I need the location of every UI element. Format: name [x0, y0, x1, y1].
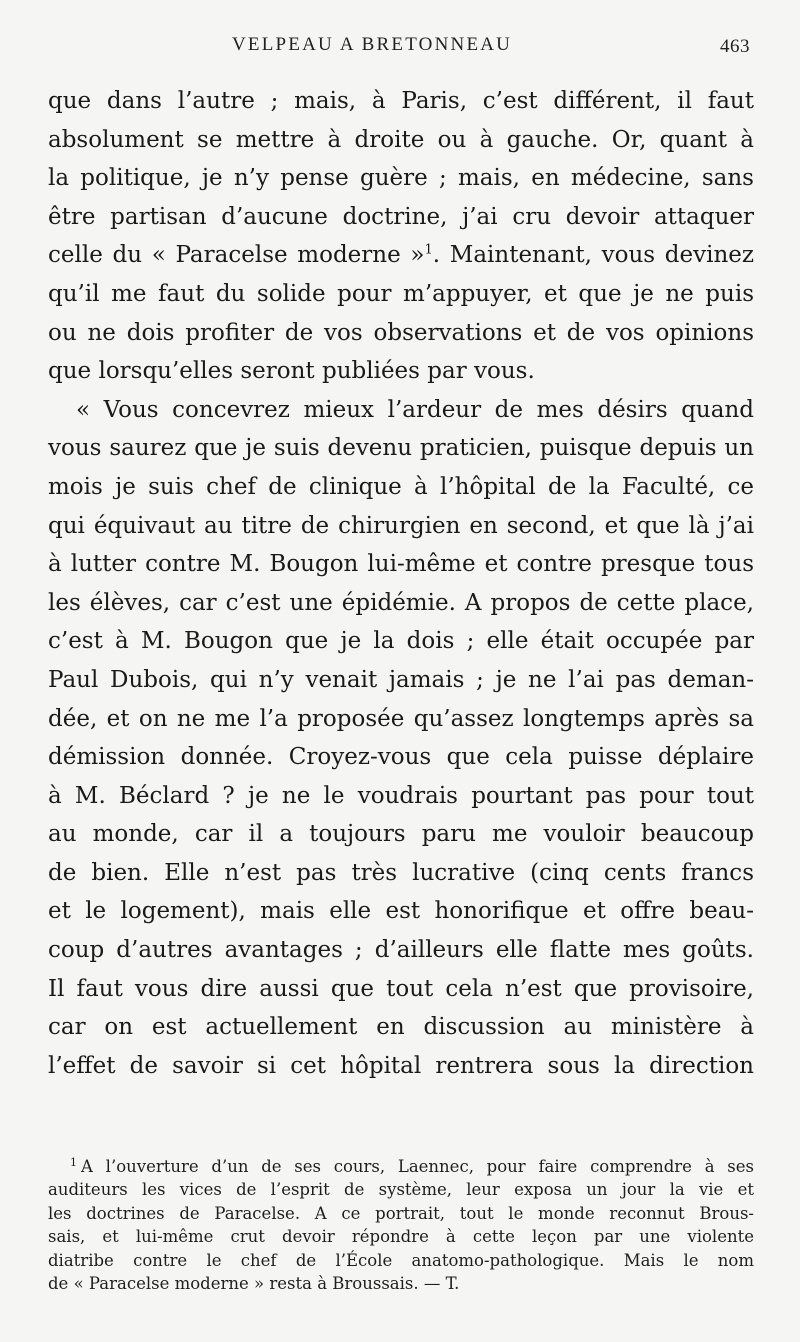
- text-line: coup d’autres avantages ; d’ailleurs elle flatte mes goûts.: [48, 937, 754, 964]
- text-line: à M. Béclard ? je ne le voudrais pourtant pas pour tout: [48, 782, 754, 809]
- text-line: c’est à M. Bougon que je la dois ; elle était occupée par: [48, 628, 754, 655]
- footnote-number: 1: [70, 1155, 77, 1169]
- footnote-line: les doctrines de Paracelse. A ce portrait, tout le monde reconnut Brous-: [48, 1203, 754, 1223]
- footnote-line: [48, 1155, 754, 1178]
- text-line: à lutter contre M. Bougon lui-même et contre presque tous: [48, 551, 754, 578]
- text-line: Il faut vous dire aussi que tout cela n’est que provisoire,: [48, 975, 754, 1002]
- text-line: l’effet de savoir si cet hôpital rentrera sous la direction: [48, 1052, 754, 1079]
- text-segment: . Maintenant, vous devinez: [432, 242, 755, 269]
- footnote-line: diatribe contre le chef de l’École anatomo-pathologique. Mais le nom: [48, 1250, 754, 1270]
- text-line: dée, et on ne me l’a proposée qu’assez longtemps après sa: [48, 705, 754, 732]
- footnote-reference: 1: [424, 242, 433, 258]
- footnote-line: de « Paracelse moderne » resta à Broussais. — T.: [48, 1273, 460, 1293]
- text-line: car on est actuellement en discussion au ministère à: [48, 1014, 754, 1041]
- text-segment: A l’ouverture d’un de ses cours, Laennec, pour faire comprendre à ses: [81, 1157, 754, 1176]
- text-line: vous saurez que je suis devenu praticien, puisque depuis un: [48, 435, 754, 462]
- text-line: que dans l’autre ; mais, à Paris, c’est différent, il faut: [48, 88, 754, 114]
- text-line: ou ne dois profiter de vos observations et de vos opinions: [48, 319, 754, 346]
- text-line: qui équivaut au titre de chirurgien en second, et que là j’ai: [48, 512, 754, 539]
- page-number: 463: [720, 36, 750, 57]
- text-line: Paul Dubois, qui n’y venait jamais ; je ne l’ai pas deman-: [48, 666, 754, 693]
- text-line: absolument se mettre à droite ou à gauche. Or, quant à: [48, 126, 754, 153]
- footnote-line: auditeurs les vices de l’esprit de système, leur exposa un jour la vie et: [48, 1180, 754, 1200]
- body-text: [48, 82, 754, 1085]
- text-line: la politique, je n’y pense guère ; mais, en médecine, sans: [48, 165, 754, 192]
- text-line: mois je suis chef de clinique à l’hôpital de la Faculté, ce: [48, 473, 754, 500]
- text-line: de bien. Elle n’est pas très lucrative (cinq cents francs: [48, 859, 754, 886]
- text-line: qu’il me faut du solide pour m’appuyer, et que je ne puis: [48, 280, 754, 307]
- running-header: [0, 30, 800, 60]
- text-line: au monde, car il a toujours paru me vouloir beaucoup: [48, 821, 754, 848]
- footnote-line: sais, et lui-même crut devoir répondre à cette leçon par une violente: [48, 1227, 754, 1247]
- text-line: et le logement), mais elle est honorifique et offre beau-: [48, 898, 754, 925]
- text-segment: celle du « Paracelse moderne »: [48, 242, 425, 269]
- running-title: VELPEAU A BRETONNEAU: [232, 34, 513, 55]
- text-line: démission donnée. Croyez-vous que cela puisse déplaire: [48, 744, 754, 771]
- text-line: être partisan d’aucune doctrine, j’ai cru devoir attaquer: [48, 203, 754, 230]
- footnote: [48, 1155, 754, 1295]
- text-line-with-footnote-ref: [48, 236, 754, 275]
- text-line: les élèves, car c’est une épidémie. A propos de cette place,: [48, 589, 754, 616]
- text-line: que lorsqu’elles seront publiées par vous.: [48, 358, 535, 385]
- text-line: « Vous concevrez mieux l’ardeur de mes désirs quand: [76, 396, 754, 423]
